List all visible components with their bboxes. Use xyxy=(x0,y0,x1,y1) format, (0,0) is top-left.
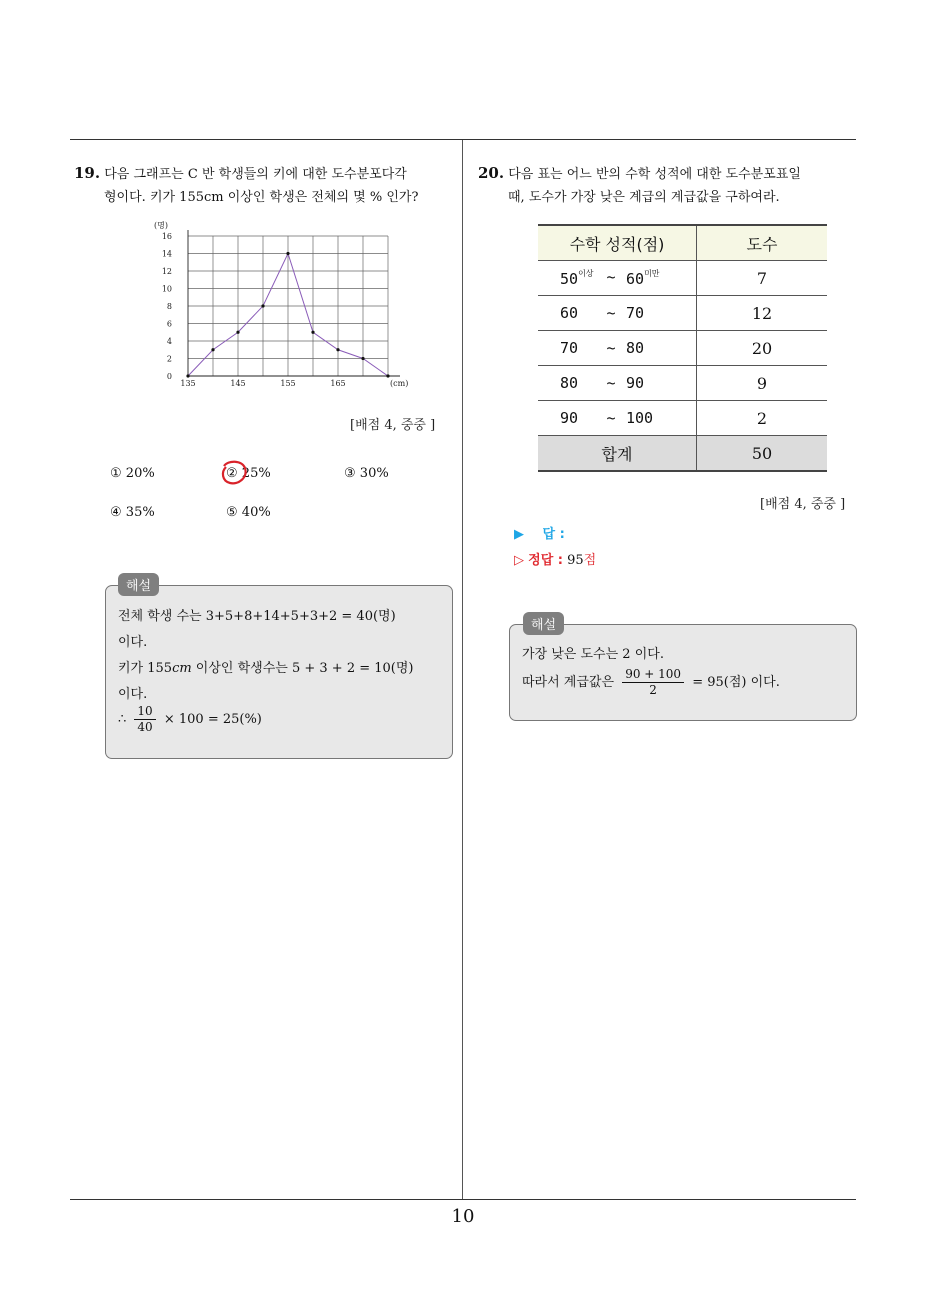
table-row: 90 ~ 100 2 xyxy=(538,401,827,436)
q19-number: 19. xyxy=(74,164,101,182)
data-point xyxy=(336,348,339,351)
y-tick-label: 0 xyxy=(166,372,172,381)
x-tick-label: 135 xyxy=(180,379,196,388)
y-tick-label: 6 xyxy=(166,319,172,329)
triangle-outline-icon: ▷ xyxy=(514,553,524,568)
q19-solution-text xyxy=(118,604,448,735)
y-tick-label: 8 xyxy=(166,302,172,311)
q20-sol-line1: 가장 낮은 도수는 2 이다. xyxy=(522,647,664,662)
q20-correct-answer: ▷ 정답 : 95점 xyxy=(514,553,597,568)
data-point xyxy=(311,331,314,334)
header-score: 수학 성적(점) xyxy=(538,225,697,261)
q19-sol-line1: 전체 학생 수는 3+5+8+14+5+3+2 = 40(명) xyxy=(118,609,396,624)
data-point xyxy=(261,304,264,307)
y-tick-label: 16 xyxy=(161,232,172,241)
data-point xyxy=(386,374,389,377)
q19-sol-line2: 키가 155cm 이상인 학생수는 5 + 3 + 2 = 10(명) xyxy=(118,661,414,676)
table-row: 80 ~ 90 9 xyxy=(538,366,827,401)
data-point xyxy=(361,357,364,360)
q20-number: 20. xyxy=(478,164,505,182)
data-point xyxy=(211,348,214,351)
q20-score-meta: [배점 4, 중중 ] xyxy=(760,497,846,512)
q20-fraction: $\frac{90 + 100}{2}$ xyxy=(622,667,684,698)
q19-frequency-polygon-chart xyxy=(150,218,410,393)
bottom-rule xyxy=(70,1199,856,1200)
q19-choice-2[interactable]: ② 25% xyxy=(226,466,271,481)
q19-choice-5[interactable]: ⑤ 40% xyxy=(226,505,271,520)
top-rule xyxy=(70,139,856,140)
table-total-row: 합계 50 xyxy=(538,436,827,472)
y-tick-label: 12 xyxy=(161,267,172,276)
q19-score-meta: [배점 4, 중중 ] xyxy=(350,418,436,433)
y-tick-label: 2 xyxy=(166,354,172,364)
q20-frequency-table xyxy=(538,224,827,472)
x-axis-label: (cm) xyxy=(390,379,409,388)
q19-solution-tag: 해설 xyxy=(118,573,159,596)
data-point xyxy=(236,331,239,334)
q20-answer-field[interactable]: ▶ 답 : xyxy=(514,527,565,542)
q20-line1: 다음 표는 어느 반의 수학 성적에 대한 도수분포표일 xyxy=(508,167,801,182)
q19-sol-line2b: 이다. xyxy=(118,687,148,702)
column-divider xyxy=(462,140,463,1200)
header-count: 도수 xyxy=(697,225,828,261)
y-tick-label: 14 xyxy=(161,249,172,259)
x-tick-label: 155 xyxy=(280,379,296,388)
table-row: $50^{이상}$ ~ $60^{미만}$ 7 xyxy=(538,261,827,296)
y-axis-label: (명) xyxy=(154,221,168,230)
table-row: 70 ~ 80 20 xyxy=(538,331,827,366)
y-tick-label: 10 xyxy=(161,284,172,294)
q19-choice-1[interactable]: ① 20% xyxy=(110,466,155,481)
data-point xyxy=(186,374,189,377)
q19-sol-line1b: 이다. xyxy=(118,635,148,650)
q20-line2: 때, 도수가 가장 낮은 계급의 계급값을 구하여라. xyxy=(508,190,780,205)
selected-answer-circle xyxy=(218,458,250,488)
play-icon: ▶ xyxy=(514,527,524,542)
page-number: 10 xyxy=(451,1206,475,1227)
x-tick-label: 165 xyxy=(330,379,346,388)
q20-solution-tag: 해설 xyxy=(523,612,564,635)
x-tick-label: 145 xyxy=(230,379,246,388)
q19-line1: 다음 그래프는 C 반 학생들의 키에 대한 도수분포다각 xyxy=(104,167,407,182)
q19-choice-3[interactable]: ③ 30% xyxy=(344,466,389,481)
q19-sol-line3: ∴ $\frac{10}{40}$ × 100 = 25(%) xyxy=(118,704,262,734)
q20-text xyxy=(478,162,864,209)
table-header-row xyxy=(538,225,827,261)
q20-sol-line2: 따라서 계급값은 $\frac{90 + 100}{2}$ = 95(점) 이다. xyxy=(522,667,780,697)
data-point xyxy=(286,252,289,255)
table-row: 60 ~ 70 12 xyxy=(538,296,827,331)
q19-fraction: $\frac{10}{40}$ xyxy=(134,704,155,735)
y-tick-label: 4 xyxy=(166,337,172,346)
q19-text xyxy=(74,162,460,209)
q19-line2: 형이다. 키가 155cm 이상인 학생은 전체의 몇 % 인가? xyxy=(104,190,419,205)
q19-choice-4[interactable]: ④ 35% xyxy=(110,505,155,520)
q20-solution-text xyxy=(522,643,852,698)
